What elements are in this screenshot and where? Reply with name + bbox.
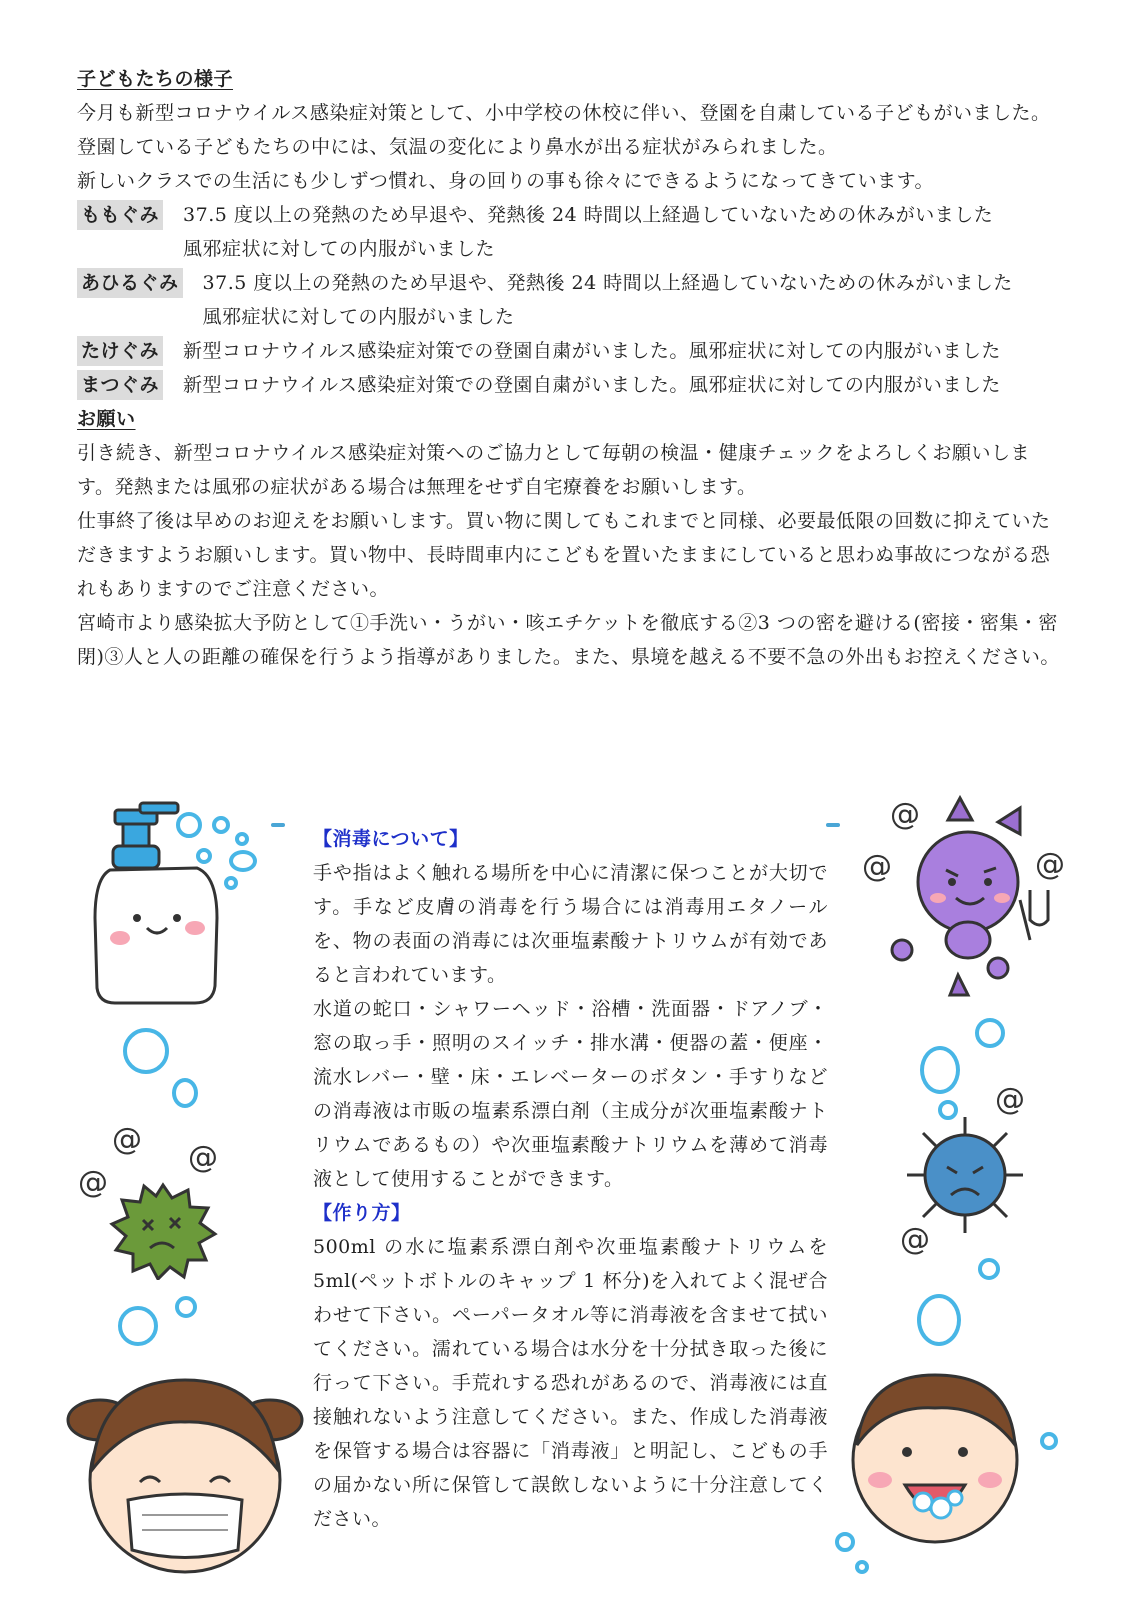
class-name: あひるぐみ xyxy=(77,268,183,298)
bubble-icon xyxy=(176,812,202,838)
swirl-icon: @ xyxy=(890,797,920,832)
bubble-icon xyxy=(175,1296,197,1318)
children-paragraph-2: 登園している子どもたちの中には、気温の変化により鼻水が出る症状がみられました。 xyxy=(77,136,838,158)
girl-with-mask-icon xyxy=(60,1360,310,1580)
request-paragraph-1: 引き続き、新型コロナウイルス感染症対策へのご協力として毎朝の検温・健康チェックをよろしくお願いします。発熱または風邪の症状がある場合は無理をせず自宅療養をお願いします。 xyxy=(77,442,1031,498)
bubble-icon xyxy=(235,832,249,846)
class-name: ももぐみ xyxy=(77,200,163,230)
disinfect-paragraph-1: 手や指はよく触れる場所を中心に清潔に保つことが大切です。手など皮膚の消毒を行う場合には消毒用エタノールを、物の表面の消毒には次亜塩素酸ナトリウムが有効であると言われています。 xyxy=(313,862,828,986)
bubble-icon xyxy=(224,876,238,890)
request-paragraph-2: 仕事終了後は早めのお迎えをお願いします。買い物に関してもこれまでと同様、必要最低限の回数に抑えていただきますようお願いします。買い物中、長時間車内にこどもを置いたままにしていると思わぬ事故につながる恐れもありますのでご注意ください。 xyxy=(77,510,1051,600)
children-paragraph-1: 今月も新型コロナウイルス感染症対策として、小中学校の休校に伴い、登園を自粛している子どもがいました。 xyxy=(77,102,1051,124)
bubble-icon xyxy=(229,850,257,872)
disinfection-section xyxy=(313,822,828,1536)
swirl-icon: @ xyxy=(112,1122,142,1157)
class-name: たけぐみ xyxy=(77,336,163,366)
swirl-icon: @ xyxy=(78,1165,108,1200)
request-heading: お願い xyxy=(77,408,136,430)
swirl-icon: @ xyxy=(862,849,892,884)
swirl-icon: @ xyxy=(995,1082,1025,1117)
class-takegumi xyxy=(77,334,1067,368)
boy-brushing-icon xyxy=(835,1360,1035,1550)
howto-heading: 【作り方】 xyxy=(313,1202,411,1224)
bubble-icon xyxy=(118,1306,158,1346)
bubble-icon xyxy=(978,1258,1000,1280)
class-line: 37.5 度以上の発熱のため早退や、発熱後 24 時間以上経過していないための休みがいました xyxy=(202,272,1013,294)
bubble-icon xyxy=(917,1294,961,1346)
blue-virus-icon xyxy=(905,1115,1025,1235)
green-germ-icon xyxy=(108,1180,218,1280)
bubble-icon xyxy=(1040,1432,1058,1450)
request-paragraph-3: 宮崎市より感染拡大予防として①手洗い・うがい・咳エチケットを徹底する②3 つの密を避ける(密接・密集・密閉)③人と人の距離の確保を行うよう指導がありました。また、県境を越える不要不急の外出もお控えください。 xyxy=(77,612,1060,668)
class-line: 新型コロナウイルス感染症対策での登園自粛がいました。風邪症状に対しての内服がいました xyxy=(183,374,1001,396)
swirl-icon: @ xyxy=(900,1222,930,1257)
class-ahirugumi xyxy=(77,266,1067,334)
bubble-icon xyxy=(123,1028,169,1074)
bubble-icon xyxy=(172,1078,198,1108)
bubble-icon xyxy=(855,1560,869,1574)
swirl-icon: @ xyxy=(188,1140,218,1175)
swirl-icon: @ xyxy=(1035,847,1065,882)
children-paragraph-3: 新しいクラスでの生活にも少しずつ慣れ、身の回りの事も徐々にできるようになってきています。 xyxy=(77,170,935,192)
class-line: 風邪症状に対しての内服がいました xyxy=(202,306,515,328)
decorative-dash xyxy=(271,823,285,827)
bubble-icon xyxy=(920,1046,960,1094)
bubble-icon xyxy=(196,848,212,864)
class-matsugumi xyxy=(77,368,1067,402)
decorative-dash xyxy=(826,823,840,827)
class-name: まつぐみ xyxy=(77,370,163,400)
top-section xyxy=(77,62,1067,674)
howto-paragraph: 500ml の水に塩素系漂白剤や次亜塩素酸ナトリウムを5ml(ペットボトルのキャップ 1 杯分)を入れてよく混ぜ合わせて下さい。ペーパータオル等に消毒液を含ませて拭いてください。濡れている場合は水分を十分拭き取った後に行って下さい。手荒れする恐れがあるので、消毒液には直接触れないよう注意してください。また、作成した消毒液を保管する場合は容器に「消毒液」と明記し、こどもの手の届かない所に保管して誤飲しないように十分注意してください。 xyxy=(313,1236,828,1530)
children-heading: 子どもたちの様子 xyxy=(77,68,234,90)
purple-virus-icon xyxy=(880,790,1060,1010)
bubble-icon xyxy=(975,1018,1005,1048)
disinfect-heading: 【消毒について】 xyxy=(313,828,469,850)
class-line: 新型コロナウイルス感染症対策での登園自粛がいました。風邪症状に対しての内服がいました xyxy=(183,340,1001,362)
soap-bottle-icon xyxy=(85,798,235,1013)
class-line: 37.5 度以上の発熱のため早退や、発熱後 24 時間以上経過していないための休みがいました xyxy=(183,204,994,226)
class-line: 風邪症状に対しての内服がいました xyxy=(183,238,496,260)
class-momogumi xyxy=(77,198,1067,266)
disinfect-paragraph-2: 水道の蛇口・シャワーヘッド・浴槽・洗面器・ドアノブ・窓の取っ手・照明のスイッチ・排水溝・便器の蓋・便座・流水レバー・壁・床・エレベーターのボタン・手すりなどの消毒液は市販の塩素系漂白剤（主成分が次亜塩素酸ナトリウムであるもの）や次亜塩素酸ナトリウムを薄めて消毒液として使用することができます。 xyxy=(313,998,828,1190)
bubble-icon xyxy=(212,816,230,834)
